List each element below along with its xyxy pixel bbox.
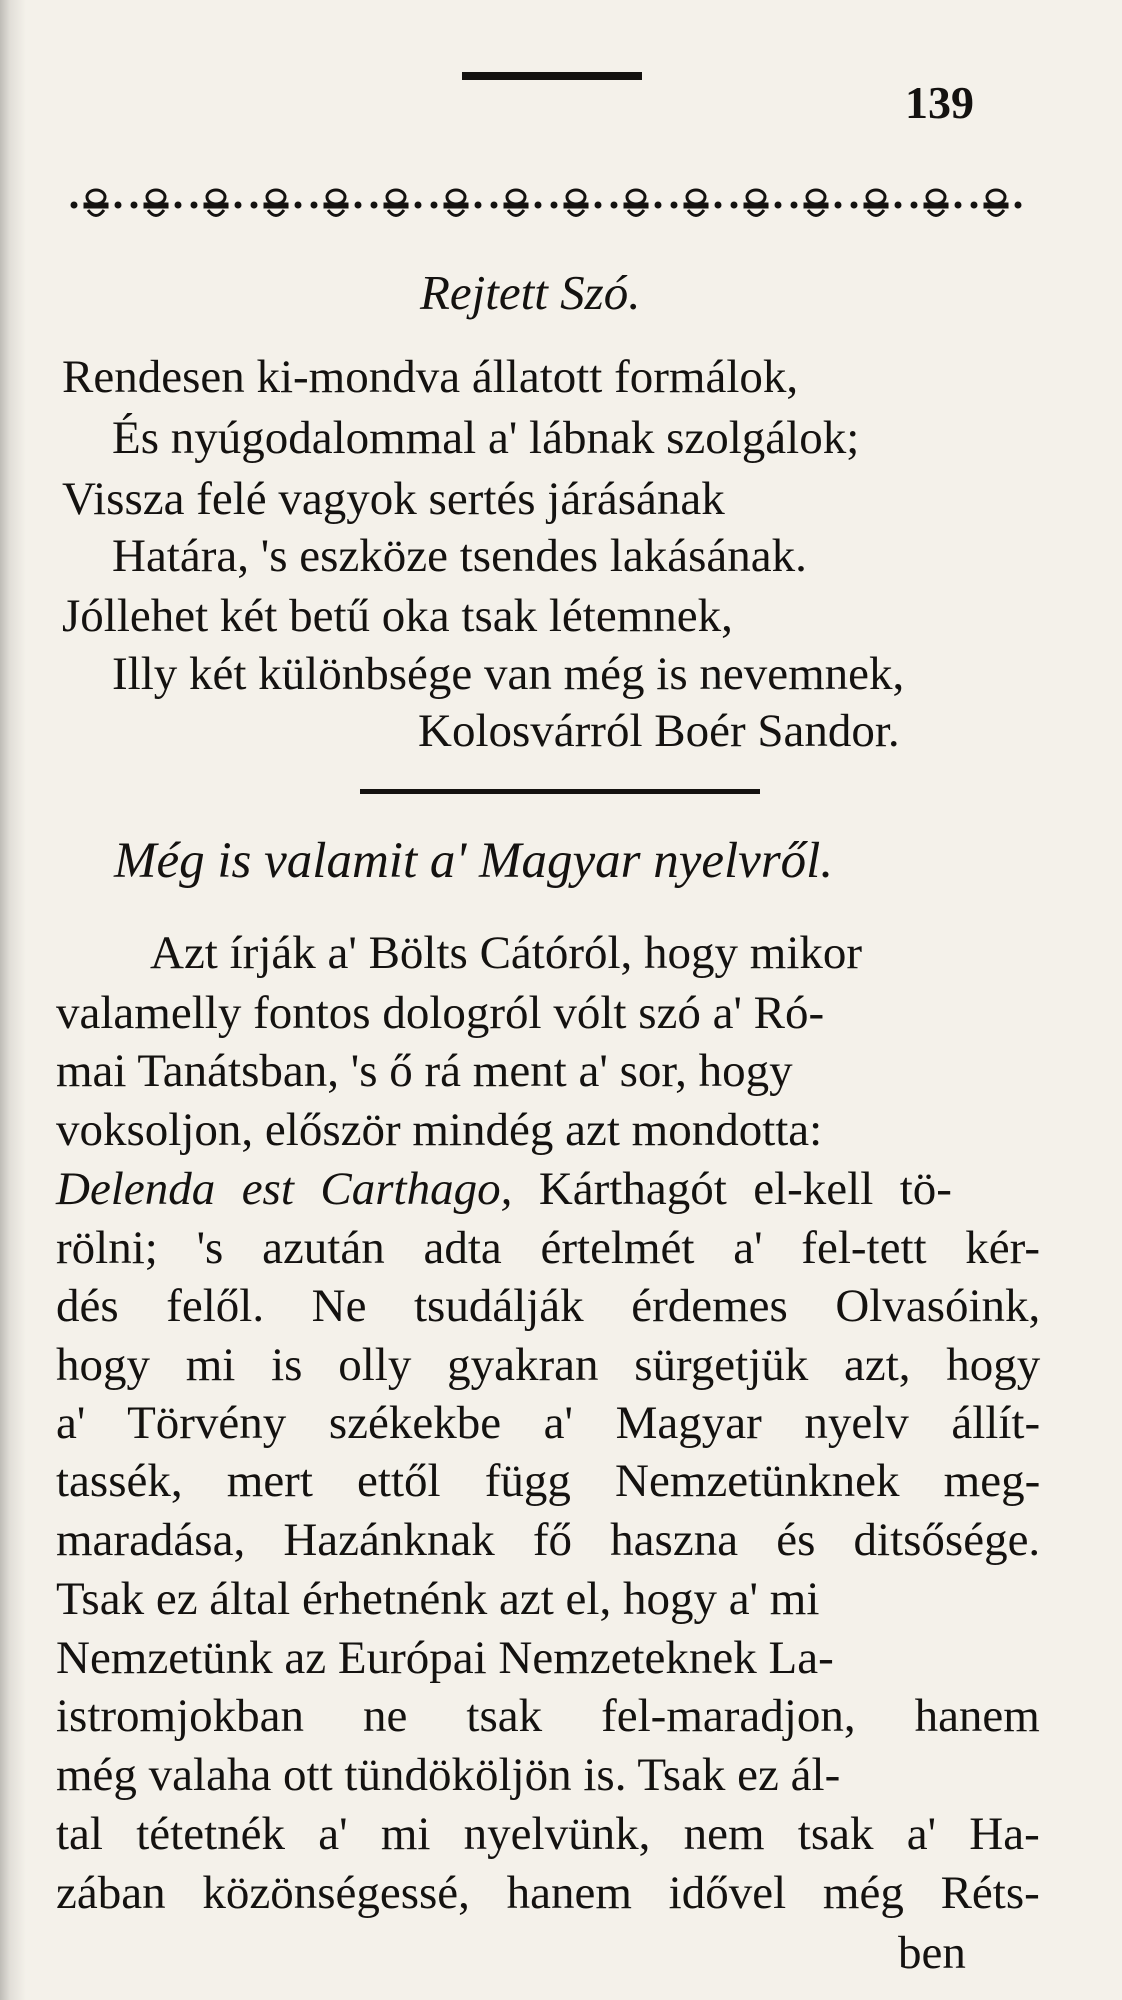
poem-line: Határa, 's eszköze tsendes lakásának.: [112, 530, 807, 582]
article-line: [56, 1163, 952, 1215]
article-line: a' Törvény székekbe a' Magyar nyelv állít-: [56, 1397, 1041, 1449]
article-line: rölni; 's azután adta értelmét a' fel-tett kér-: [56, 1222, 1041, 1274]
article-line: Nemzetünk az Európai Nemzeteknek La-: [56, 1632, 834, 1684]
catchword: ben: [898, 1927, 966, 1979]
article-line: zában közönségessé, hanem idővel még Réts-: [56, 1867, 1040, 1919]
article-line: még valaha ott tündököljön is. Tsak ez ál-: [56, 1749, 841, 1801]
ornament-motif: [491, 190, 541, 216]
article-line: Azt írják a' Bölts Cátóról, hogy mikor: [150, 927, 863, 979]
article-line: valamelly fontos dologról vólt szó a' Ró-: [56, 987, 825, 1039]
article-line: tassék, mert ettől függ Nemzetünknek meg-: [56, 1455, 1041, 1507]
ornament-motif: [131, 190, 181, 216]
poem-line: Jóllehet két betű oka tsak létemnek,: [62, 590, 733, 642]
ornament-motif: [971, 190, 1021, 216]
poem-line: Vissza felé vagyok sertés járásának: [62, 473, 725, 525]
poem-line: És nyúgodalommal a' lábnak szolgálok;: [112, 412, 860, 464]
ornament-motif: [431, 190, 481, 216]
article-line: dés felől. Ne tsudálják érdemes Olvasóink,: [56, 1280, 1041, 1332]
ornament-motif: [71, 190, 121, 216]
article-line: mai Tanátsban, 's ő rá ment a' sor, hogy: [56, 1045, 793, 1097]
ornament-motif: [911, 190, 961, 216]
poem-line: Illy két különbsége van még is nevemnek,: [112, 648, 905, 700]
ornament-motif: [371, 190, 421, 216]
latin-quote: Delenda est Carthago,: [56, 1163, 513, 1215]
article-line: maradása, Hazánknak fő haszna és ditsősége.: [56, 1514, 1041, 1566]
ornament-motif: [191, 190, 241, 216]
article-line: Tsak ez által érhetnénk azt el, hogy a' mi: [56, 1573, 820, 1625]
ornament-motif: [731, 190, 781, 216]
ornament-motif: [611, 190, 661, 216]
top-rule: [462, 72, 642, 80]
ornament-band: [66, 180, 1056, 230]
article-line: voksoljon, először mindég azt mondotta:: [56, 1104, 823, 1156]
article-line: tal tétetnék a' mi nyelvünk, nem tsak a' Ha-: [56, 1808, 1040, 1860]
ornament-motif: [251, 190, 301, 216]
poem-signature: Kolosvárról Boér Sandor.: [418, 705, 900, 757]
ornament-motif: [551, 190, 601, 216]
ornament-motif: [311, 190, 361, 216]
section-divider: [360, 789, 760, 794]
poem-title: Rejtett Szó.: [420, 265, 641, 320]
page-number: 139: [905, 77, 974, 128]
ornament-motif: [851, 190, 901, 216]
article-title: Még is valamit a' Magyar nyelvről.: [114, 833, 834, 889]
latin-quote-continuation: Kárthagót el-kell tö-: [512, 1163, 952, 1215]
ornament-motif: [791, 190, 841, 216]
poem-line: Rendesen ki-mondva állatott formálok,: [62, 351, 799, 403]
article-line: istromjokban ne tsak fel-maradjon, hanem: [56, 1690, 1040, 1742]
article-line: hogy mi is olly gyakran sürgetjük azt, hogy: [56, 1339, 1041, 1391]
ornament-motif: [671, 190, 721, 216]
